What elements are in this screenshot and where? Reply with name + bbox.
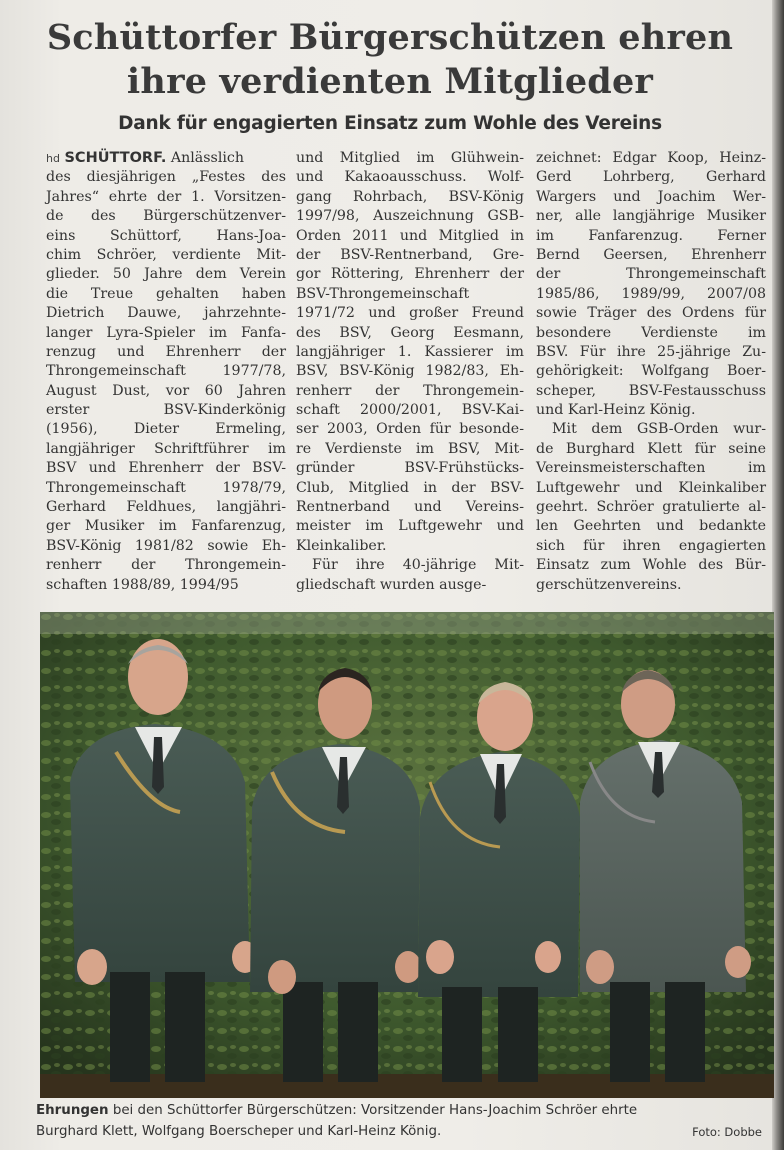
article-line: Luftgewehr und Kleinkaliber	[536, 479, 766, 496]
article-column-1	[46, 149, 286, 595]
article-line: BSV. Für ihre 25-jährige Zu-	[536, 343, 766, 360]
caption-rest: bei den Schüttorfer Bürgerschützen: Vorsitzender Hans-Joachim Schröer ehrte	[108, 1103, 638, 1118]
article-line: gehörigkeit: Wolfgang Boer-	[536, 363, 766, 380]
article-line: zeichnet: Edgar Koop, Heinz-	[536, 150, 766, 166]
photo-caption-line-2: Burghard Klett, Wolfgang Boerscheper und Karl-Heinz König.	[36, 1124, 442, 1139]
article-line: de des Bürgerschützenver-	[46, 208, 286, 225]
article-line: der BSV-Rentnerband, Gre-	[296, 246, 524, 263]
article-line: Vereinsmeisterschaften im	[536, 460, 766, 477]
article-line: Gerd Lohrberg, Gerhard	[536, 169, 766, 186]
article-line: BSV, BSV-König 1982/83, Eh-	[296, 363, 524, 380]
article-line: 1985/86, 1989/99, 2007/08	[536, 285, 766, 302]
article-line: Throngemeinschaft 1977/78,	[46, 363, 286, 380]
article-line: Jahres“ ehrte der 1. Vorsitzen-	[46, 188, 286, 205]
article-line: ser 2003, Orden für besonde-	[296, 421, 524, 438]
article-line: gang Rohrbach, BSV-König	[296, 188, 524, 205]
article-line: scheper, BSV-Festausschuss	[536, 382, 766, 399]
article-line: (1956), Dieter Ermeling,	[46, 421, 286, 438]
article-line: die Treue gehalten haben	[46, 285, 286, 302]
article-line: renherr der Throngemein-	[296, 382, 524, 399]
article-line: re Verdienste im BSV, Mit-	[296, 440, 524, 457]
article-line: 1997/98, Auszeichnung GSB-	[296, 208, 524, 225]
article-line: Kleinkaliber.	[296, 537, 387, 554]
article-line: langer Lyra-Spieler im Fanfa-	[46, 324, 286, 341]
article-column-2	[296, 149, 524, 595]
headline-line-1: Schüttorfer Bürgerschützen ehren	[46, 17, 734, 58]
article-line: Für ihre 40-jährige Mit-	[312, 557, 524, 574]
article-line: gliedschaft wurden ausge-	[296, 576, 487, 593]
article-line: eins Schüttorf, Hans-Joa-	[46, 227, 286, 244]
article-line: erster BSV-Kinderkönig	[46, 402, 286, 419]
subheadline: Dank für engagierten Einsatz zum Wohle des Vereins	[118, 113, 662, 134]
article-line: Club, Mitglied in der BSV-	[296, 479, 524, 496]
article-line: Bernd Geersen, Ehrenherr	[536, 246, 766, 263]
headline-line-2: ihre verdienten Mitglieder	[126, 61, 654, 102]
article-line: Rentnerband und Vereins-	[296, 499, 524, 516]
article-line: des BSV, Georg Eesmann,	[296, 324, 524, 341]
article-line: sowie Träger des Ordens für	[536, 305, 766, 322]
article-line: Gerhard Feldhues, langjähri-	[46, 499, 286, 516]
article-line: langjähriger 1. Kassierer im	[296, 343, 524, 360]
article-line: Mit dem GSB-Orden wur-	[552, 421, 766, 438]
article-line: der Throngemeinschaft	[536, 266, 766, 283]
article-line: renherr der Throngemein-	[46, 557, 286, 574]
article-line: glieder. 50 Jahre dem Verein	[46, 266, 286, 283]
article-line-text: Anlässlich	[166, 150, 244, 166]
article-line	[46, 149, 286, 168]
article-line: Orden 2011 und Mitglied in	[296, 227, 524, 244]
article-line: Dietrich Dauwe, jahrzehnte-	[46, 305, 286, 322]
photo-credit: Foto: Dobbe	[692, 1125, 762, 1139]
article-column-3	[536, 149, 766, 595]
article-line: besondere Verdienste im	[536, 324, 766, 341]
article-line: de Burghard Klett für seine	[536, 440, 766, 457]
article-line: Einsatz zum Wohle des Bür-	[536, 557, 766, 574]
dateline: SCHÜTTORF.	[64, 150, 167, 166]
article-line: BSV-König 1981/82 sowie Eh-	[46, 537, 286, 554]
article-line: 1971/72 und großer Freund	[296, 305, 524, 322]
article-line: len Geehrten und bedankte	[536, 518, 766, 535]
article-line: August Dust, vor 60 Jahren	[46, 382, 286, 399]
article-line: chim Schröer, verdiente Mit-	[46, 246, 286, 263]
article-line: und Karl-Heinz König.	[536, 402, 696, 419]
article-line: schaften 1988/89, 1994/95	[46, 576, 239, 593]
article-line: im Fanfarenzug. Ferner	[536, 227, 766, 244]
photo-caption-line-1	[36, 1101, 776, 1121]
article-line: gor Röttering, Ehrenherr der	[296, 266, 524, 283]
caption-lead: Ehrungen	[36, 1103, 109, 1118]
article-line: schaft 2000/2001, BSV-Kai-	[296, 402, 524, 419]
article-line: langjähriger Schriftführer im	[46, 440, 286, 457]
article-line: und Mitglied im Glühwein-	[296, 150, 524, 166]
article-line: renzug und Ehrenherr der	[46, 343, 286, 360]
article-line: gründer BSV-Frühstücks-	[296, 460, 524, 477]
author-tag: hd	[46, 152, 60, 165]
article-line: Wargers und Joachim Wer-	[536, 188, 766, 205]
article-line: ger Musiker im Fanfarenzug,	[46, 518, 286, 535]
article-line: ner, alle langjährige Musiker	[536, 208, 766, 225]
group-photo	[40, 612, 774, 1098]
article-line: des diesjährigen „Festes des	[46, 169, 286, 186]
article-line: Throngemeinschaft 1978/79,	[46, 479, 286, 496]
article-line: und Kakaoausschuss. Wolf-	[296, 169, 524, 186]
article-line: gerschützenvereins.	[536, 576, 682, 593]
article-line: sich für ihren engagierten	[536, 537, 766, 554]
article-line: BSV und Ehrenherr der BSV-	[46, 460, 286, 477]
article-line: geehrt. Schröer gratulierte al-	[536, 499, 766, 516]
article-line: BSV-Throngemeinschaft	[296, 285, 470, 302]
article-line: meister im Luftgewehr und	[296, 518, 524, 535]
